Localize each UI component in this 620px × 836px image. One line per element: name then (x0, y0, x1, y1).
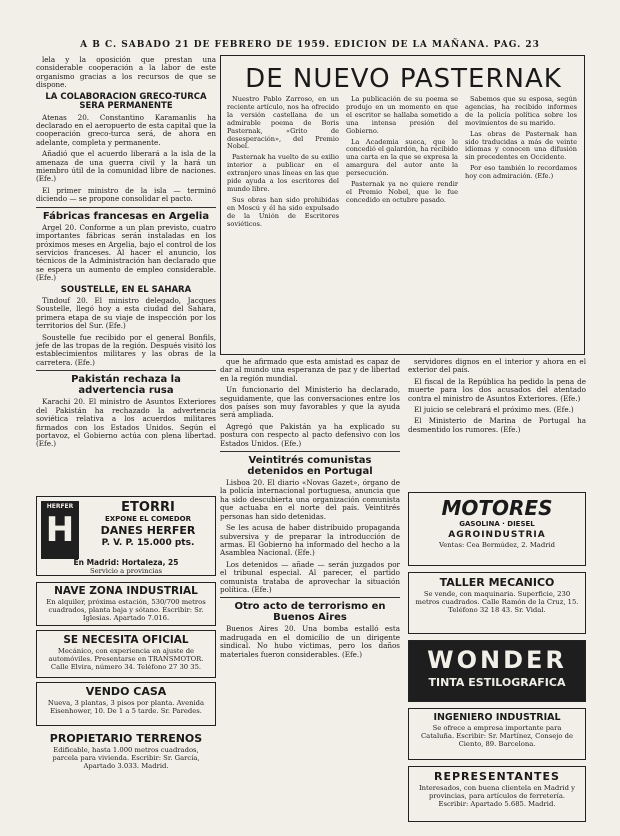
ad-address: En Madrid: Hortaleza, 25 (73, 558, 179, 567)
article-text: El fiscal de la República ha pedido la pena de muerte para los dos acusados del atentado contra el ministro de Asuntos Exteriores. (Efe.) (408, 376, 586, 403)
ad-text: Nueva, 3 plantas, 3 pisos por planta. Avenida Eisenhower, 10. De 1 a 5 tarde. Sr. Paredes. (47, 699, 205, 715)
pasternak-column-b (346, 96, 458, 351)
divider (220, 597, 400, 598)
ad-oficial (36, 630, 216, 678)
ad-price: P. V. P. 15.000 pts. (101, 538, 195, 548)
ad-text: En alquiler, próxima estación, 530/700 metros cuadrados, planta baja y sótano. Escribir: Sr. Iglesias. Apartado 7.016. (46, 598, 206, 622)
ad-title: TALLER MECANICO (439, 576, 555, 589)
herfer-logo: HERFER H (41, 501, 79, 559)
ad-title: VENDO CASA (85, 685, 167, 698)
ad-text: Edificable, hasta 1.000 metros cuadrados, parcela para vivienda. Escribir: Sr. García, Apartado 3.033. Madrid. (52, 746, 200, 770)
ad-text: Se ofrece a empresa importante para Cataluña. Escribir: Sr. Martínez, Consejo de Ciento, 89. Barcelona. (420, 724, 574, 748)
ad-wonder (408, 640, 586, 702)
article-text: Sus obras han sido prohibidas en Moscú y él ha sido expulsado de la Unión de Escritores soviéticos. (227, 195, 339, 228)
ad-title: INGENIERO INDUSTRIAL (433, 712, 561, 723)
article-text: lela y la oposición que prestan una considerable cooperación a la labor de este organismo gracias a los recursos de que se dispone. (36, 55, 216, 90)
pasternak-column-a (227, 96, 339, 351)
pasternak-column-c (465, 96, 577, 351)
ad-subtitle: TINTA ESTILOGRAFICA (428, 676, 566, 689)
headline-soustelle: SOUSTELLE, EN EL SAHARA (60, 284, 192, 295)
article-text: Karachi 20. El ministro de Asuntos Exteriores del Pakistán ha rechazado la advertencia soviética relativa a los acuerdos militares firmados con los Estados Unidos. Según el portavoz, el Gobierno actúa con plena libertad. (Efe.) (36, 397, 216, 449)
ad-vendo-casa (36, 682, 216, 726)
article-text: Atenas 20. Constantino Karamanlis ha declarado en el aeropuerto de esta capital que la cooperación greco-turca será, de ahora en adelante, completa y permanente. (36, 112, 216, 147)
ad-motores (408, 492, 586, 566)
ad-text: Servicio a provincias (90, 567, 162, 575)
article-text: servidores dignos en el interior y ahora en el exterior del país. (408, 357, 586, 375)
article-text: El juicio se celebrará el próximo mes. (Efe.) (414, 405, 574, 415)
article-text: Sabemos que su esposa, según agencias, ha recibido informes de la policía política sobre los movimientos de su marido. (465, 95, 577, 127)
ad-title: PROPIETARIO TERRENOS (49, 732, 203, 745)
headline-pakistan: Pakistán rechaza la advertencia rusa (71, 374, 181, 397)
ad-title: REPRESENTANTES (434, 770, 560, 783)
article-text: Argel 20. Conforme a un plan previsto, cuatro importantes fábricas serán instaladas en los próximos meses en Argelia, bajo el control de los servicios franceses. Al hacer el anuncio, los técnicos de la Administración han declarado que se espera un aumento de empleo considerable. (Efe.) (36, 222, 216, 283)
ad-ingeniero (408, 708, 586, 760)
article-text: Tindouf 20. El ministro delegado, Jacques Soustelle, llegó hoy a esta ciudad del Sahara, primera etapa de su viaje de inspección por los territorios del Sur. (Efe.) (36, 296, 216, 331)
column-left (36, 55, 216, 449)
article-text: Pasternak ha vuelto de su exilio interior a publicar en el extranjero unas líneas en las que pide ayuda a los escritores del mundo libre. (227, 153, 339, 193)
article-text: Un funcionario del Ministerio ha declarado, seguidamente, que las conversaciones entre los dos países son muy favorables y que la ayuda será ampliada. (220, 385, 400, 420)
divider (36, 207, 216, 208)
ad-text: EXPONE EL COMEDOR (104, 515, 191, 523)
page-header: A B C. SABADO 21 DE FEBRERO DE 1959. EDICION DE LA MAÑANA. PAG. 23 (80, 40, 540, 50)
article-text: La Academia sueca, que le concedió el galardón, ha recibido una carta en la que se expresa la amargura del autor ante la persecución. (346, 137, 458, 178)
column-right (408, 358, 586, 478)
article-text: Se les acusa de haber distribuido propaganda subversiva y de preparar la introducción de armas. El Gobierno ha informado del hecho a la Asamblea Nacional. (Efe.) (220, 523, 400, 558)
column-middle (220, 358, 400, 828)
article-text: Buenos Aires 20. Una bomba estalló esta madrugada en el domicilio de un dirigente sindical. No hubo víctimas, pero los daños materiales fueron considerables. (Efe.) (220, 624, 400, 659)
headline-fabricas: Fábricas francesas en Argelia (42, 210, 210, 222)
headline-buenos-aires: Otro acto de terrorismo en Buenos Aires (234, 601, 386, 624)
ad-title: MOTORES (441, 496, 553, 520)
article-text: Los detenidos — añade — serán juzgados por el tribunal especial. Al parecer, el partido comunista trataba de aprovechar la situación política. (Efe.) (220, 559, 400, 594)
ad-title: DANES HERFER (100, 524, 196, 537)
article-text: Por eso también lo recordamos hoy con admiración. (Efe.) (465, 164, 577, 181)
ad-title: AGROINDUSTRIA (448, 530, 546, 540)
divider (36, 370, 216, 371)
article-text: Pasternak ya no quiere rendir el Premio Nobel, que le fue concedido en octubre pasado. (346, 180, 458, 204)
divider (220, 451, 400, 452)
article-text: Las obras de Pasternak han sido traducidas a más de veinte idiomas y conocen una difusión sin precedentes en Occidente. (465, 129, 577, 162)
article-text: La publicación de su poema se produjo en un momento en que el escritor se hallaba sometido a una intensa presión del Gobierno. (346, 95, 458, 135)
ad-title: NAVE ZONA INDUSTRIAL (54, 585, 198, 597)
ad-terrenos (36, 730, 216, 772)
ad-herfer (36, 496, 216, 576)
article-text: El Ministerio de Marina de Portugal ha desmentido los rumores. (Efe.) (408, 416, 586, 434)
ad-title: SE NECESITA OFICIAL (63, 634, 189, 646)
ad-text: Se vende, con maquinaria. Superficie, 230 metros cuadrados. Calle Ramón de la Cruz, 15. Teléfono 32 18 43. Sr. Vidal. (415, 590, 579, 614)
ad-taller (408, 572, 586, 634)
article-text: que he afirmado que esta amistad es capaz de dar al mundo una esperanza de paz y de libertad en la región mundial. (220, 357, 400, 383)
article-text: Lisboa 20. El diario «Novas Gazet», órgano de la policía internacional portuguesa, anuncia que ha sido descubierta una organización comunista que actuaba en el norte del país. Veintitrés personas han sido detenidas. (220, 478, 400, 521)
headline-portugal: Veintitrés comunistas detenidos en Portugal (247, 455, 373, 478)
pasternak-headline: DE NUEVO PASTERNAK (245, 64, 562, 94)
ad-text: Mecánico, con experiencia en ajuste de automóviles. Presentarse en TRANSMOTOR. Calle Elvira, número 34. Teléfono 27 30 35. (48, 647, 204, 671)
pasternak-article-box (220, 55, 585, 355)
headline-greco-turca: LA COLABORACION GRECO-TURCA SERA PERMANENTE (45, 91, 207, 112)
ad-text: Interesados, con buena clientela en Madrid y provincias, para artículos de ferretería. Escribir: Apartado 5.685. Madrid. (418, 784, 576, 808)
ad-title: WONDER (427, 646, 567, 674)
article-text: Agregó que Pakistán ya ha explicado su postura con respecto al pacto defensivo con los Estados Unidos. (Efe.) (220, 421, 400, 448)
ad-nave (36, 582, 216, 626)
ad-text: GASOLINA · DIESEL (459, 520, 535, 528)
ad-title: ETORRI (121, 500, 175, 515)
article-text: Soustelle fue recibido por el general Bonfils, jefe de las tropas de la región. Después visitó los establecimientos militares y las obras de la carretera. (Efe.) (36, 332, 216, 367)
ad-text: Ventas: Cea Bermúdez, 2. Madrid (439, 541, 555, 549)
article-text: Añadió que el acuerdo liberará a la isla de la amenaza de una guerra civil y la hará un miembro útil de la comunidad libre de naciones. (Efe.) (36, 149, 216, 184)
article-text: Nuestro Pablo Zarroso, en un reciente artículo, nos ha ofrecido la versión castellana de un admirable poema de Boris Pasternak, «Grito de desesperación», del Premio Nobel. (227, 95, 339, 151)
article-text: El primer ministro de la isla — terminó diciendo — se propone consolidar el pacto. (36, 185, 216, 204)
ad-representantes (408, 766, 586, 822)
